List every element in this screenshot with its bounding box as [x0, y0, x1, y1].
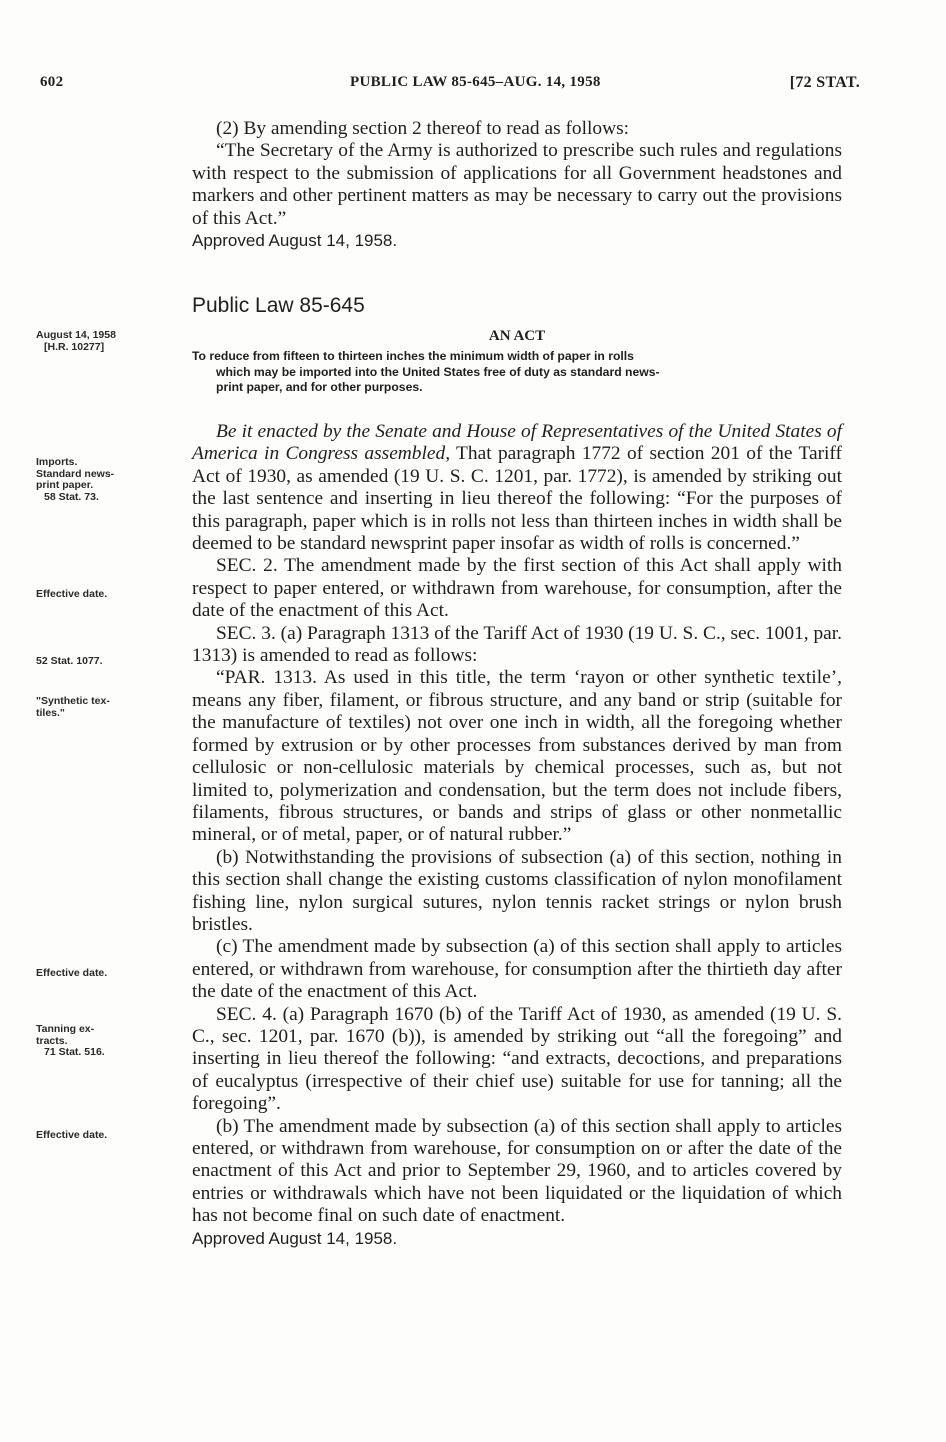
margin-date: August 14, 1958 [36, 329, 116, 341]
margin-synthetic-2: tiles." [36, 706, 65, 719]
approved-date-prior: Approved August 14, 1958. [192, 231, 398, 251]
header-title: PUBLIC LAW 85-645–AUG. 14, 1958 [350, 74, 601, 90]
margin-note-52-stat [36, 656, 186, 668]
act-heading: AN ACT [488, 328, 546, 344]
purpose-line-2: which may be imported into the United States free of duty as standard news- [216, 364, 660, 379]
section-2: SEC. 2. The amendment made by the first section of this Act shall apply with respect to paper entered, or withdrawn from warehouse, for consumption, after the date of the enactment of this Act. [192, 555, 842, 622]
section-3b: (b) Notwithstanding the provisions of subsection (a) of this section, nothing in this section shall change the existing customs classification of nylon monofilament fishing line, nylon surgical sutures, nylon tennis racket strings or nylon brush bristles. [192, 846, 842, 935]
section-3a: SEC. 3. (a) Paragraph 1313 of the Tariff Act of 1930 (19 U. S. C., sec. 1001, par. 1313) is amended to read as follows: [192, 622, 842, 667]
margin-note-imports [36, 457, 186, 503]
margin-note-synthetic [36, 696, 186, 719]
margin-effective-2: Effective date. [36, 967, 108, 979]
margin-imports-4: 58 Stat. 73. [44, 490, 99, 503]
margin-note-date [36, 330, 186, 353]
margin-bill: [H.R. 10277] [44, 340, 105, 353]
margin-effective-3: Effective date. [36, 1129, 108, 1141]
enacting-italic: Be it enacted by the Senate and House of Representatives of the United States of America in Congress assembled, [192, 421, 842, 465]
margin-note-effective-3 [36, 1130, 186, 1142]
margin-tanning-1: Tanning ex- [36, 1023, 95, 1035]
prior-law-conclusion [192, 118, 842, 252]
margin-imports-1: Imports. [36, 456, 78, 468]
approved-date: Approved August 14, 1958. [192, 1228, 398, 1248]
margin-tanning-2: tracts. [36, 1034, 68, 1047]
running-header [40, 74, 860, 98]
margin-note-effective-1 [36, 589, 186, 601]
margin-effective-1: Effective date. [36, 588, 108, 600]
margin-imports-2: Standard news- [36, 467, 115, 480]
page-number: 602 [40, 74, 64, 90]
act-purpose [192, 349, 842, 396]
margin-note-effective-2 [36, 968, 186, 980]
margin-tanning-3: 71 Stat. 516. [44, 1046, 105, 1058]
secretary-paragraph: “The Secretary of the Army is authorized to prescribe such rules and regulations with respect to the submission of applications for all Government headstones and markers and other pertinent matters as may be necessary to carry out the provisions of this Act.” [192, 140, 842, 229]
header-stat-reference: [72 STAT. [789, 74, 860, 91]
section-3c: (c) The amendment made by subsection (a) of this section shall apply to articles entered, or withdrawn from warehouse, for consumption after the thirtieth day after the date of the enactment of this Act. [192, 936, 842, 1003]
public-law-title: Public Law 85-645 [192, 294, 365, 317]
section-4a: SEC. 4. (a) Paragraph 1670 (b) of the Tariff Act of 1930, as amended (19 U. S. C., sec. 1201, par. 1670 (b)), is amended by striking out “all the foregoing” and inserting in lieu thereof the following: “and extracts, decoctions, and preparations of eucalyptus (irrespective of their chief use) suitable for use for tanning; all the foregoing”. [192, 1003, 842, 1115]
margin-52-stat: 52 Stat. 1077. [36, 655, 103, 667]
margin-imports-3: print paper. [36, 479, 94, 491]
enacting-text: That paragraph 1772 of section 201 of the Tariff Act of 1930, as amended (19 U. S. C. 1201, par. 1772), is amended by striking out the last sentence and inserting in lieu thereof the following: “For the purposes of this paragraph, paper which is in rolls not less than thirteen inches in width shall be deemed to be standard newsprint paper insofar as width of rolls is concerned.” [192, 443, 842, 555]
paragraph-1313: “PAR. 1313. As used in this title, the term ‘rayon or other synthetic textile’, means any fiber, filament, or fibrous structure, and any band or strip (suitable for the manufacture of textiles) not over one inch in width, all the foregoing whether formed by extrusion or by other processes from substances derived by man from cellulosic or non-cellulosic materials by chemical processes, such as, but not limited to, polymerization and condensation, but the term does not include fibers, filaments, fibrous structures, or bands and strips of glass or other nonmetallic mineral, or of metal, paper, or of natural rubber.” [192, 667, 842, 846]
section-4b: (b) The amendment made by subsection (a) of this section shall apply to articles entered, or withdrawn from warehouse, for consumption on or after the date of the enactment of this Act and prior to September 29, 1960, and to articles covered by entries or withdrawals which have not been liquidated or the liquidation of which has not become final on such date of enactment. [192, 1115, 842, 1227]
act-body [192, 421, 842, 1250]
enacting-clause [192, 421, 842, 555]
margin-note-tanning [36, 1024, 186, 1059]
purpose-line-1: To reduce from fifteen to thirteen inches the minimum width of paper in rolls [192, 349, 634, 363]
amendment-paragraph: (2) By amending section 2 thereof to read as follows: [216, 118, 630, 139]
purpose-line-3: print paper, and for other purposes. [216, 380, 423, 394]
margin-synthetic-1: "Synthetic tex- [36, 695, 110, 707]
